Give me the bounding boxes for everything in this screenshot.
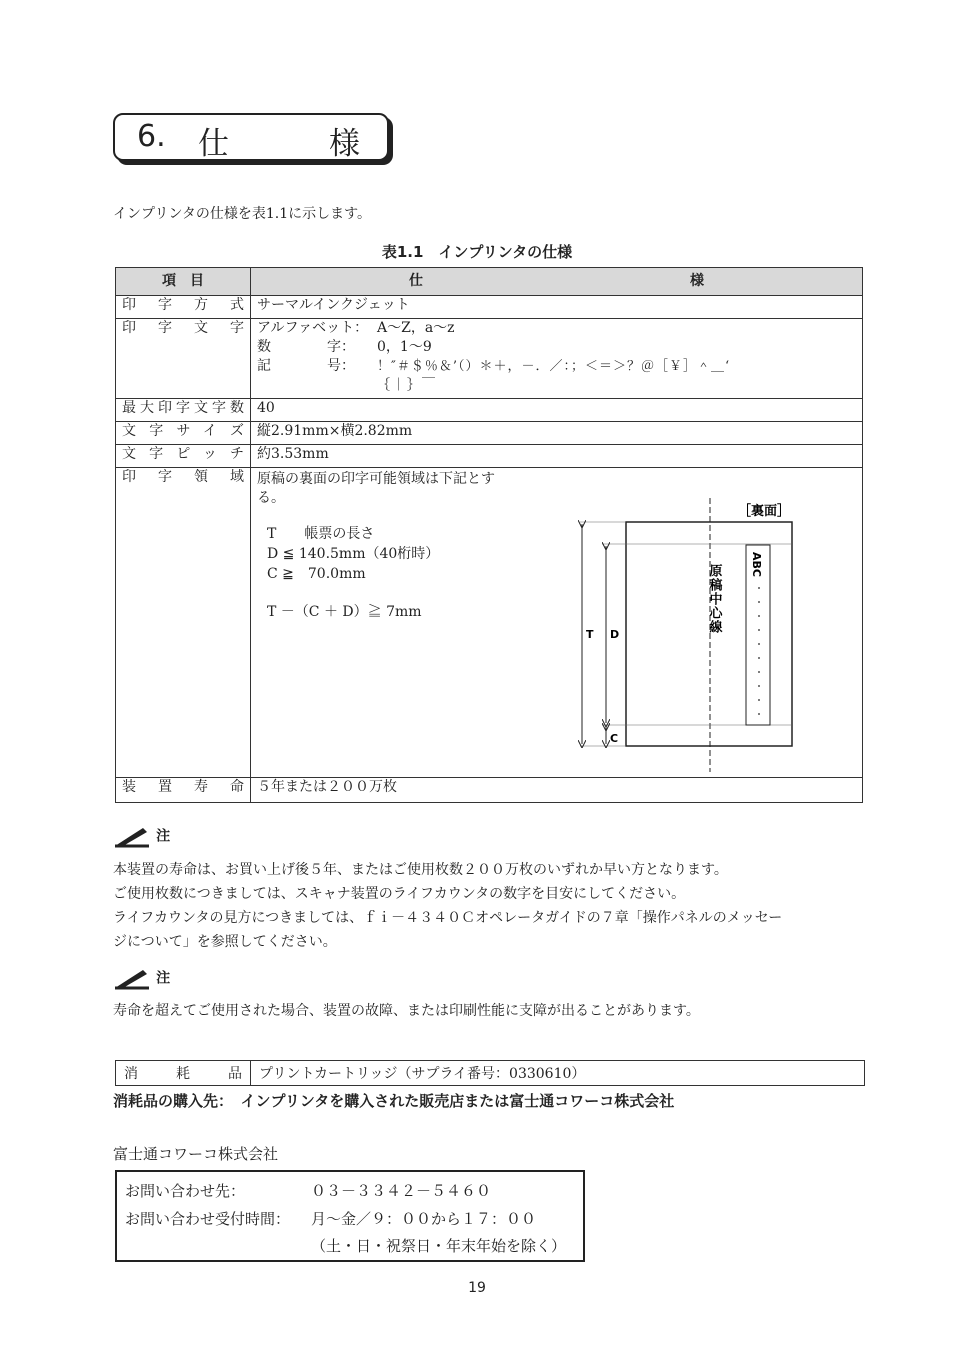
note-label: 注	[156, 970, 171, 987]
contact-box	[115, 1170, 585, 1262]
area-formula: T －（C ＋ D）≧ 7mm	[267, 604, 422, 620]
note-1-line: 本装置の寿命は、お買い上げ後５年、またはご使用枚数２００万枚のいずれか早い方となります。	[113, 862, 728, 878]
tel-value: ０３－３３４２－５４６０	[311, 1182, 492, 1200]
row-max-chars	[116, 399, 863, 422]
consumable-label: 消耗品	[116, 1061, 251, 1086]
item-label: 印字領域	[116, 468, 251, 778]
c-label: C	[610, 732, 619, 745]
print-area-desc: 原稿の裏面の印字可能領域は下記とする。	[257, 471, 495, 506]
back-side-label: ［裏面］	[738, 504, 791, 519]
c-definition: C ≧ 70.0mm	[267, 566, 366, 582]
spec-table-header	[116, 268, 863, 296]
num-value: 0，1～9	[377, 339, 432, 355]
note-label: 注	[156, 828, 171, 845]
item-label: 文字サイズ	[116, 422, 251, 445]
company-name: 富士通コワーコ株式会社	[113, 1145, 279, 1163]
item-label: 文字ピッチ	[116, 445, 251, 468]
hours-note: （土・日・祝祭日・年末年始を除く）	[311, 1237, 567, 1255]
note-2-text: 寿命を超えてご使用された場合、装置の故障、または印刷性能に支障が出ることがあります。	[113, 1003, 700, 1019]
page-number: 19	[468, 1280, 486, 1296]
sym-value-2: ｛｜｝￣	[377, 378, 438, 393]
pencil-note-icon	[113, 824, 151, 848]
header-spec-1: 仕	[409, 273, 423, 289]
alpha-value: A～Z，a～z	[377, 320, 455, 336]
note-1-line: ライフカウンタの見方につきましては、ｆｉ－４３４０Ｃオペレータガイドの７章「操作パネルのメッセー	[113, 910, 783, 926]
chapter-heading	[113, 113, 389, 161]
table-caption: 表1.1 インプリンタの仕様	[381, 243, 573, 261]
t-label: T	[586, 628, 594, 641]
note-heading-2	[113, 966, 170, 990]
row-print-method	[116, 296, 863, 319]
header-spec	[251, 268, 863, 296]
item-value: 約3.53mm	[251, 445, 863, 468]
tel-label: お問い合わせ先：	[125, 1182, 246, 1200]
note-1-line: ジについて」を参照してください。	[113, 934, 337, 950]
chapter-number: 6.	[137, 119, 166, 154]
num-label: 数 字：	[257, 339, 355, 355]
print-area-diagram	[570, 490, 810, 780]
item-label: 印字文字	[116, 319, 251, 399]
hours-label: お問い合わせ受付時間：	[125, 1210, 291, 1228]
item-value: サーマルインクジェット	[251, 296, 863, 319]
alpha-label: アルファベット：	[257, 320, 369, 336]
chapter-title-part2: 様	[329, 126, 360, 162]
consumable-table	[115, 1060, 865, 1086]
row-life	[116, 778, 863, 803]
consumable-row	[116, 1061, 865, 1086]
item-value: 縦2.91mm×横2.82mm	[251, 422, 863, 445]
item-value: 40	[251, 399, 863, 422]
item-label: 最大印字文字数	[116, 399, 251, 422]
item-label: 印字方式	[116, 296, 251, 319]
row-char-pitch	[116, 445, 863, 468]
note-1-text	[113, 858, 873, 954]
d-definition: D ≦ 140.5mm（40桁時）	[267, 546, 440, 562]
intro-text: インプリンタの仕様を表1.1に示します。	[113, 206, 372, 222]
row-char-size	[116, 422, 863, 445]
center-line-label: 原稿中心線	[706, 564, 722, 634]
header-item: 項 目	[116, 268, 251, 296]
sym-value: ！″＃＄％＆’（）＊＋，－．／：；＜＝＞？＠［￥］＾＿‘	[377, 359, 731, 374]
purchase-info: 消耗品の購入先： インプリンタを購入された販売店または富士通コワーコ株式会社	[113, 1092, 675, 1110]
chapter-title-part1: 仕	[198, 126, 229, 162]
note-heading-1	[113, 824, 170, 848]
print-dots	[758, 587, 760, 715]
sym-label: 記 号：	[257, 358, 355, 374]
document-outline	[626, 522, 792, 746]
item-label: 装置寿命	[116, 778, 251, 803]
item-value: ５年または２００万枚	[251, 778, 863, 803]
pencil-note-icon	[113, 966, 151, 990]
t-definition: T 帳票の長さ	[267, 526, 375, 542]
consumable-value: プリントカートリッジ（サプライ番号：0330610）	[251, 1061, 865, 1086]
item-value	[251, 319, 863, 399]
abc-sample: ABC	[750, 552, 763, 577]
row-print-chars	[116, 319, 863, 399]
hours-value: 月～金／９：００から１７：００	[311, 1210, 537, 1228]
note-1-line: ご使用枚数につきましては、スキャナ装置のライフカウンタの数字を目安にしてください。	[113, 886, 686, 902]
header-spec-2: 様	[690, 273, 704, 289]
d-label: D	[610, 628, 620, 641]
